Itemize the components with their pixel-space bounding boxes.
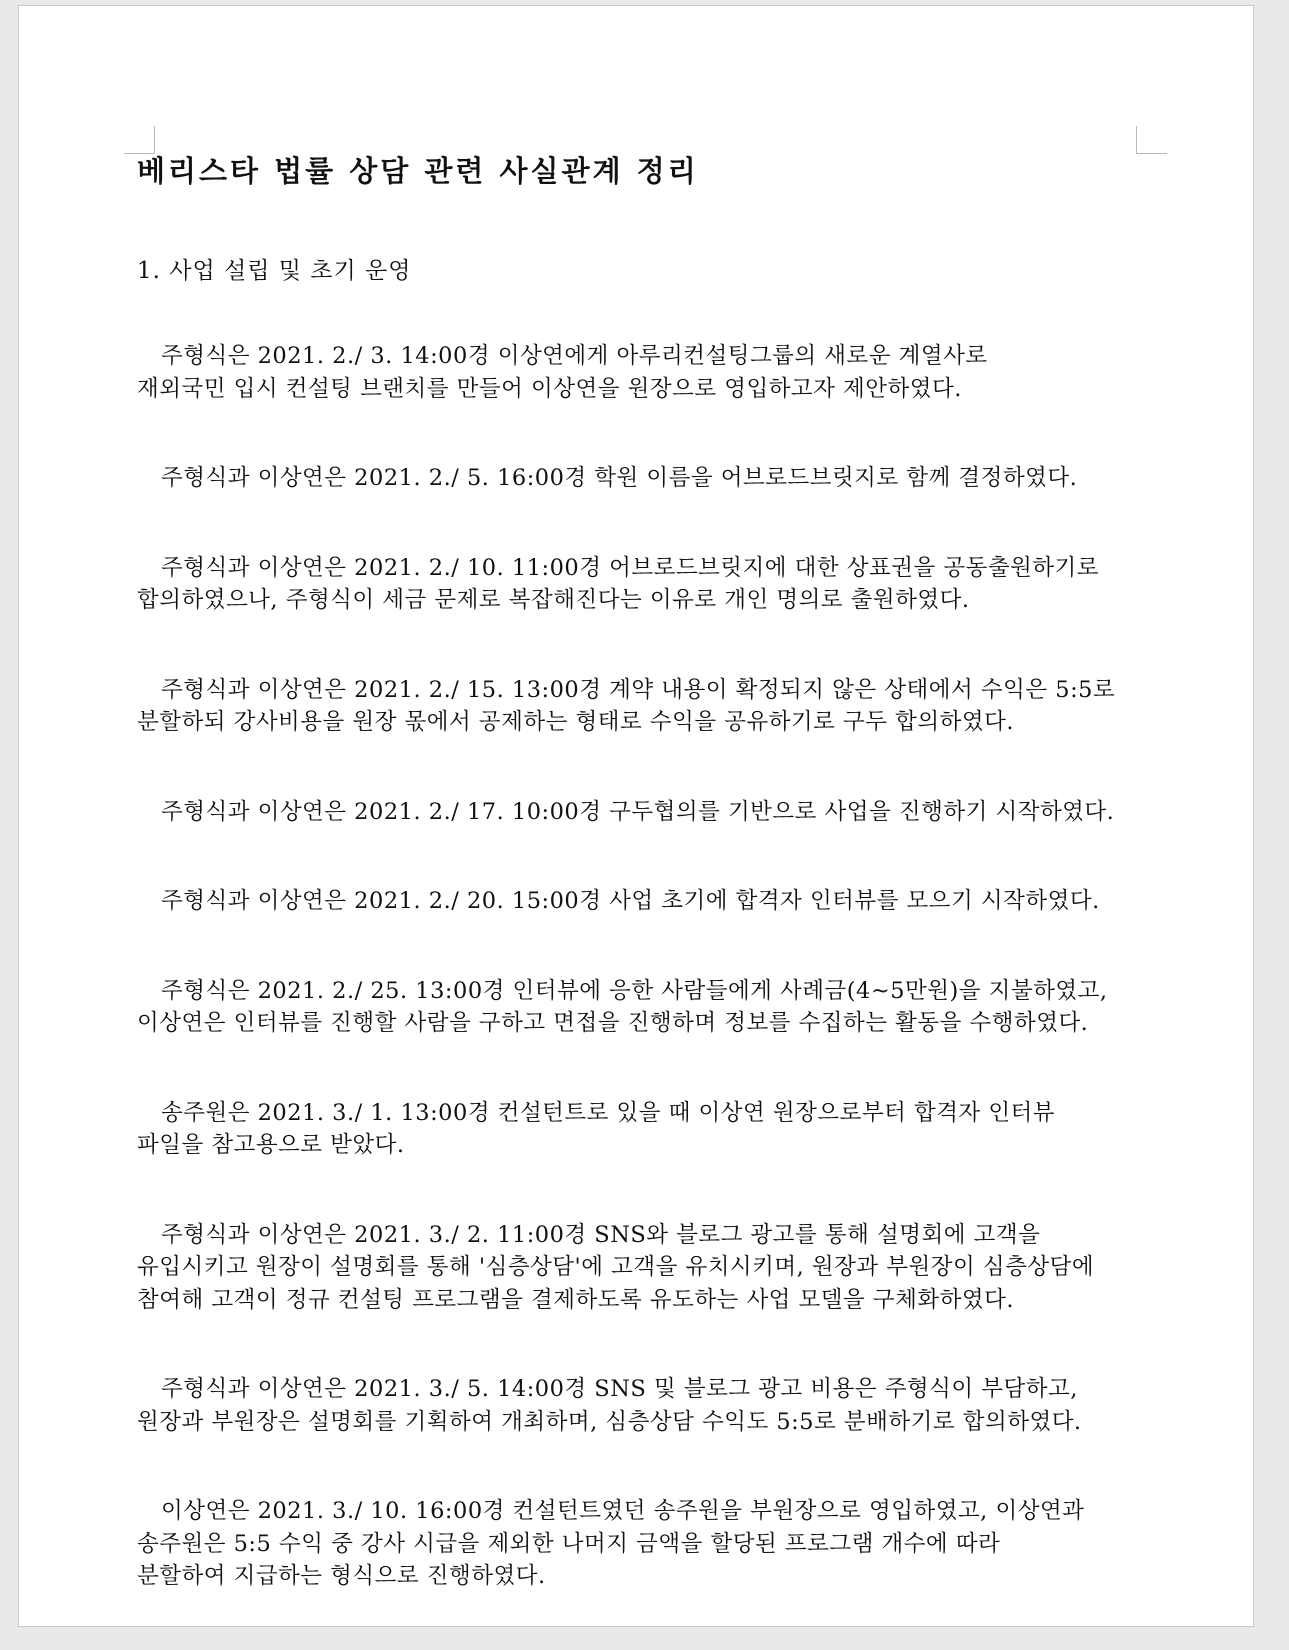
paragraph-line: 주형식과 이상연은 2021. 3./ 5. 14:00경 SNS 및 블로그 광고 비용은 주형식이 부담하고, bbox=[161, 1376, 1078, 1402]
paragraph-line: 파일을 참고용으로 받았다. bbox=[137, 1132, 405, 1158]
paragraph-line: 주형식과 이상연은 2021. 2./ 15. 13:00경 계약 내용이 확정되지 않은 상태에서 수익은 5:5로 bbox=[161, 676, 1116, 703]
paragraph bbox=[137, 1495, 1147, 1593]
paragraph-line: 합의하였으나, 주형식이 세금 문제로 복잡해진다는 이유로 개인 명의로 출원하였다. bbox=[137, 587, 970, 613]
section-heading: 1. 사업 설립 및 초기 운영 bbox=[137, 258, 412, 284]
paragraph-line: 재외국민 입시 컨설팅 브랜치를 만들어 이상연을 원장으로 영입하고자 제안하였다. bbox=[137, 375, 962, 402]
paragraph bbox=[137, 796, 1147, 829]
document-title: 베리스타 법률 상담 관련 사실관계 정리 bbox=[137, 154, 699, 188]
paragraph bbox=[137, 462, 1147, 495]
paragraph-line: 주형식과 이상연은 2021. 2./ 5. 16:00경 학원 이름을 어브로드브릿지로 함께 결정하였다. bbox=[161, 465, 1078, 491]
paragraph bbox=[137, 340, 1147, 405]
margin-corner-mark bbox=[1136, 126, 1167, 154]
paragraph-line: 이상연은 2021. 3./ 10. 16:00경 컨설턴트였던 송주원을 부원장으로 영입하였고, 이상연과 bbox=[161, 1498, 1085, 1524]
paragraph-line: 분할하여 지급하는 형식으로 진행하였다. bbox=[137, 1563, 546, 1589]
paragraph-line: 유입시키고 원장이 설명회를 통해 '심층상담'에 고객을 유치시키며, 원장과 부원장이 심층상담에 bbox=[137, 1254, 1095, 1280]
paragraph-line: 주형식과 이상연은 2021. 2./ 17. 10:00경 구두협의를 기반으로 사업을 진행하기 시작하였다. bbox=[161, 798, 1115, 825]
paragraph-line: 주형식은 2021. 2./ 25. 13:00경 인터뷰에 응한 사람들에게 사례금(4~5만원)을 지불하였고, bbox=[161, 977, 1108, 1004]
paragraph-line: 원장과 부원장은 설명회를 기획하여 개최하며, 심층상담 수익도 5:5로 분배하기로 합의하였다. bbox=[137, 1408, 1082, 1435]
paragraph bbox=[137, 1373, 1147, 1438]
paragraph bbox=[137, 552, 1147, 617]
paragraph bbox=[137, 1219, 1147, 1317]
paragraph-line: 송주원은 2021. 3./ 1. 13:00경 컨설턴트로 있을 때 이상연 원장으로부터 합격자 인터뷰 bbox=[161, 1099, 1056, 1126]
paragraph-line: 주형식과 이상연은 2021. 3./ 2. 11:00경 SNS와 블로그 광고를 통해 설명회에 고객을 bbox=[161, 1221, 1041, 1248]
paragraph-line: 주형식은 2021. 2./ 3. 14:00경 이상연에게 아루리컨설팅그룹의 새로운 계열사로 bbox=[161, 343, 988, 369]
paragraph bbox=[137, 674, 1147, 739]
paragraph-line: 분할하되 강사비용을 원장 몫에서 공제하는 형태로 수익을 공유하기로 구두 합의하였다. bbox=[137, 709, 1014, 735]
paragraph bbox=[137, 1097, 1147, 1162]
paragraph bbox=[137, 975, 1147, 1040]
paragraph bbox=[137, 885, 1147, 918]
paragraph-line: 송주원은 5:5 수익 중 강사 시급을 제외한 나머지 금액을 할당된 프로그램 개수에 따라 bbox=[137, 1530, 1001, 1557]
paragraph-line: 주형식과 이상연은 2021. 2./ 10. 11:00경 어브로드브릿지에 대한 상표권을 공동출원하기로 bbox=[161, 554, 1100, 581]
paragraph-line: 참여해 고객이 정규 컨설팅 프로그램을 결제하도록 유도하는 사업 모델을 구체화하였다. bbox=[137, 1286, 1014, 1313]
document-body bbox=[137, 340, 1147, 1650]
paragraph-line: 주형식과 이상연은 2021. 2./ 20. 15:00경 사업 초기에 합격자 인터뷰를 모으기 시작하였다. bbox=[161, 888, 1100, 914]
document-page[interactable] bbox=[18, 5, 1254, 1627]
paragraph-line: 이상연은 인터뷰를 진행할 사람을 구하고 면접을 진행하며 정보를 수집하는 활동을 수행하였다. bbox=[137, 1010, 1089, 1036]
